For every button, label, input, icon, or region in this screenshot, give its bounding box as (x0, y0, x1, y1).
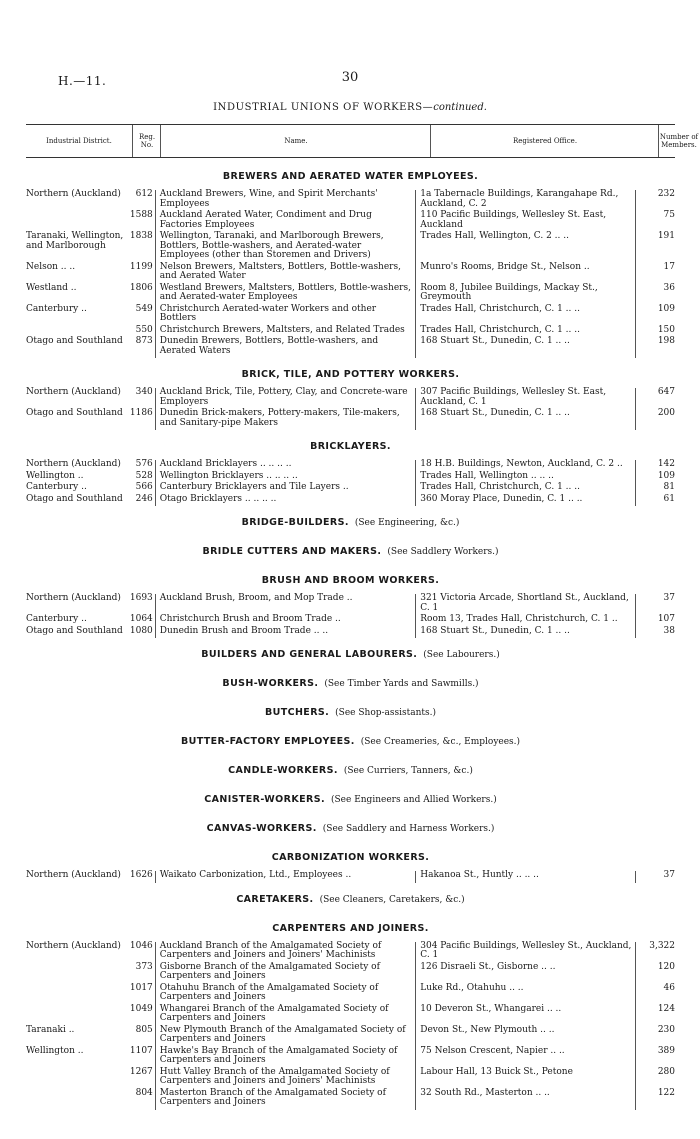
registered-office: Trades Hall, Wellington .. .. .. (416, 472, 636, 484)
section-heading (26, 754, 675, 783)
registration-number: 1049 (128, 1005, 156, 1026)
union-name: Waikato Carbonization, Ltd., Employees .. (156, 871, 416, 883)
registered-office: 110 Pacific Buildings, Wellesley St. East, Auckland (416, 211, 636, 232)
industrial-district (26, 1005, 128, 1026)
section-see-reference: (See Creameries, &c., Employees.) (360, 737, 521, 747)
union-name: Auckland Aerated Water, Condiment and Drug Factories Employees (156, 211, 416, 232)
union-name: Hawke's Bay Branch of the Amalgamated Society of Carpenters and Joiners (156, 1047, 416, 1068)
section-title: BRICKLAYERS. (310, 441, 391, 452)
registration-number: 612 (128, 190, 156, 211)
page-title-text: INDUSTRIAL UNIONS OF WORKERS— (213, 102, 434, 113)
member-count: 198 (657, 336, 675, 346)
column-header-members: Number of Members. (658, 125, 699, 157)
registered-office: Trades Hall, Christchurch, C. 1 .. .. (416, 483, 636, 495)
union-name: Auckland Brick, Tile, Pottery, Clay, and Concrete-ware Employers (156, 388, 416, 409)
member-count: 36 (663, 282, 675, 293)
member-count: 109 (657, 470, 675, 481)
table-row (26, 963, 675, 984)
table-row (26, 211, 675, 232)
section-title: CANDLE-WORKERS. (228, 765, 338, 776)
member-count: 107 (657, 614, 675, 624)
table-row (26, 1068, 675, 1089)
section-heading (26, 430, 675, 459)
section-title: CARBONIZATION WORKERS. (271, 852, 430, 863)
registered-office: 307 Pacific Buildings, Wellesley St. East, Auckland, C. 1 (416, 388, 636, 409)
section-rows (26, 189, 675, 358)
section-title: CARETAKERS. (236, 893, 314, 905)
table-row (26, 1005, 675, 1026)
union-name: Westland Brewers, Maltsters, Bottlers, Bottle-washers, and Aerated-water Employees (156, 284, 416, 305)
table-row (26, 483, 675, 495)
registration-number: 550 (128, 326, 156, 338)
union-name: Auckland Brewers, Wine, and Spirit Merchants' Employees (156, 190, 416, 211)
registration-number: 1107 (128, 1047, 156, 1068)
industrial-district: Taranaki, Wellington, and Marlborough (26, 231, 124, 251)
registered-office: 1a Tabernacle Buildings, Karangahape Rd., Auckland, C. 2 (416, 190, 636, 211)
industrial-district: Otago and Southland (26, 408, 123, 418)
table-row (26, 388, 675, 409)
union-name: Dunedin Brick-makers, Pottery-makers, Tile-makers, and Sanitary-pipe Makers (156, 409, 416, 430)
industrial-district (26, 1089, 128, 1110)
industrial-district: Wellington .. (26, 470, 84, 481)
document-reference: H.—11. (58, 74, 107, 88)
union-name: Auckland Brush, Broom, and Mop Trade .. (156, 594, 416, 615)
registration-number: 1626 (128, 871, 156, 883)
registration-number: 1838 (128, 232, 156, 263)
section-see-reference: (See Shop-assistants.) (335, 708, 437, 718)
registration-number: 805 (128, 1026, 156, 1047)
union-name: Auckland Branch of the Amalgamated Society of Carpenters and Joiners and Joiners' Machinists (156, 942, 416, 963)
table-row (26, 337, 675, 358)
registration-number: 1186 (128, 409, 156, 430)
section-see-reference: (See Cleaners, Caretakers, &c.) (319, 894, 465, 905)
registered-office: 168 Stuart St., Dunedin, C. 1 .. .. (416, 627, 636, 639)
registered-office: 360 Moray Place, Dunedin, C. 1 .. .. (416, 495, 636, 507)
table-row (26, 263, 675, 284)
industrial-district: Northern (Auckland) (26, 459, 121, 469)
union-name: Otahuhu Branch of the Amalgamated Society of Carpenters and Joiners (156, 984, 416, 1005)
section-heading (26, 696, 675, 725)
table-row (26, 942, 675, 963)
registration-number: 804 (128, 1089, 156, 1110)
member-count: 191 (657, 231, 675, 241)
registration-number: 1267 (128, 1068, 156, 1089)
table-row (26, 1047, 675, 1068)
union-name: New Plymouth Branch of the Amalgamated Society of Carpenters and Joiners (156, 1026, 416, 1047)
section-title: BRIDLE CUTTERS AND MAKERS. (202, 546, 382, 557)
industrial-district: Northern (Auckland) (26, 387, 121, 397)
member-count: 389 (657, 1045, 675, 1056)
member-count: 46 (663, 982, 675, 993)
member-count: 647 (657, 387, 675, 397)
industrial-district: Otago and Southland (26, 625, 123, 636)
section-title: BRIDGE-BUILDERS. (241, 517, 349, 528)
member-count: 124 (657, 1003, 675, 1014)
union-name: Christchurch Brush and Broom Trade .. (156, 615, 416, 627)
registered-office: Luke Rd., Otahuhu .. .. (416, 984, 636, 1005)
union-name: Nelson Brewers, Maltsters, Bottlers, Bottle-washers, and Aerated Water (156, 263, 416, 284)
member-count: 122 (657, 1087, 675, 1098)
registration-number: 340 (128, 388, 156, 409)
union-name: Christchurch Aerated-water Workers and other Bottlers (156, 305, 416, 326)
member-count: 38 (663, 625, 675, 636)
registered-office: 321 Victoria Arcade, Shortland St., Auckland, C. 1 (416, 594, 636, 615)
union-name: Wellington, Taranaki, and Marlborough Brewers, Bottlers, Bottle-washers, and Aerated-water Employees (other than Storemen and Drivers) (156, 232, 416, 263)
union-name: Dunedin Brush and Broom Trade .. .. (156, 627, 416, 639)
column-header-office: Registered Office. (430, 125, 659, 157)
industrial-district (26, 1068, 128, 1089)
registered-office: Room 13, Trades Hall, Christchurch, C. 1 .. (416, 615, 636, 627)
section-see-reference: (See Saddlery Workers.) (387, 547, 499, 557)
section-heading (26, 667, 675, 696)
registration-number: 1806 (128, 284, 156, 305)
registered-office: Labour Hall, 13 Buick St., Petone (416, 1068, 636, 1089)
section-see-reference: (See Curriers, Tanners, &c.) (343, 766, 473, 776)
registered-office: Munro's Rooms, Bridge St., Nelson .. (416, 263, 636, 284)
page-number: 30 (341, 70, 359, 85)
registration-number: 576 (128, 460, 156, 472)
member-count: 37 (663, 593, 675, 603)
union-name: Dunedin Brewers, Bottlers, Bottle-washers, and Aerated Waters (156, 337, 416, 358)
registration-number: 1017 (128, 984, 156, 1005)
section-heading (26, 725, 675, 754)
member-count: 37 (663, 870, 675, 880)
industrial-district: Westland .. (26, 282, 77, 293)
member-count: 142 (657, 459, 675, 469)
table-row (26, 615, 675, 627)
industrial-district (26, 984, 128, 1005)
member-count: 109 (657, 303, 675, 314)
registered-office: 168 Stuart St., Dunedin, C. 1 .. .. (416, 409, 636, 430)
registered-office: Hakanoa St., Huntly .. .. .. (416, 871, 636, 883)
section-heading (26, 841, 675, 870)
section-rows (26, 870, 675, 883)
member-count: 232 (657, 189, 675, 199)
section-heading (26, 912, 675, 941)
registration-number: 549 (128, 305, 156, 326)
section-heading (26, 812, 675, 841)
registration-number: 566 (128, 483, 156, 495)
table-column-headers (26, 124, 699, 158)
table-row (26, 190, 675, 211)
table-row (26, 284, 675, 305)
table-row (26, 232, 675, 263)
registered-office: 10 Deveron St., Whangarei .. .. (416, 1005, 636, 1026)
registration-number: 1046 (128, 942, 156, 963)
industrial-district: Canterbury .. (26, 614, 87, 624)
section-see-reference: (See Timber Yards and Sawmills.) (324, 679, 479, 689)
industrial-district: Taranaki .. (26, 1024, 75, 1035)
table-row (26, 409, 675, 430)
industrial-district: Wellington .. (26, 1045, 84, 1056)
industrial-district (26, 211, 128, 232)
table-row (26, 460, 675, 472)
column-header-district: Industrial District. (46, 137, 112, 145)
member-count: 17 (663, 261, 675, 272)
registration-number: 373 (128, 963, 156, 984)
section-title: BREWERS AND AERATED WATER EMPLOYEES. (222, 171, 479, 182)
union-name: Christchurch Brewers, Maltsters, and Related Trades (156, 326, 416, 338)
member-count: 120 (657, 961, 675, 972)
section-heading (26, 883, 675, 912)
registration-number: 246 (128, 495, 156, 507)
industrial-district: Nelson .. .. (26, 261, 76, 272)
registration-number: 1080 (128, 627, 156, 639)
registered-office: Trades Hall, Christchurch, C. 1 .. .. (416, 305, 636, 326)
section-rows (26, 387, 675, 430)
registration-number: 1693 (128, 594, 156, 615)
industrial-district: Canterbury .. (26, 303, 87, 314)
page-title-suffix: continued. (433, 102, 487, 113)
member-count: 3,322 (649, 940, 675, 951)
member-count: 150 (657, 324, 675, 335)
union-name: Auckland Bricklayers .. .. .. .. (156, 460, 416, 472)
section-title: BUSH-WORKERS. (222, 678, 319, 689)
section-title: BUILDERS AND GENERAL LABOURERS. (201, 649, 418, 660)
registered-office: 168 Stuart St., Dunedin, C. 1 .. .. (416, 337, 636, 358)
registered-office: 18 H.B. Buildings, Newton, Auckland, C. 2 .. (416, 460, 636, 472)
registration-number: 1588 (128, 211, 156, 232)
registered-office: Trades Hall, Wellington, C. 2 .. .. (416, 232, 636, 263)
section-rows (26, 593, 675, 638)
industrial-district: Northern (Auckland) (26, 940, 121, 951)
industrial-district: Northern (Auckland) (26, 189, 121, 199)
table-row (26, 984, 675, 1005)
union-name: Otago Bricklayers .. .. .. .. (156, 495, 416, 507)
table-row (26, 1089, 675, 1110)
section-see-reference: (See Labourers.) (423, 650, 500, 660)
registered-office: 75 Nelson Crescent, Napier .. .. (416, 1047, 636, 1068)
industrial-district: Canterbury .. (26, 482, 87, 492)
registered-office: 32 South Rd., Masterton .. .. (416, 1089, 636, 1110)
member-count: 280 (657, 1066, 675, 1077)
union-name: Wellington Bricklayers .. .. .. .. (156, 472, 416, 484)
section-heading (26, 783, 675, 812)
registered-office: Room 8, Jubilee Buildings, Mackay St., Greymouth (416, 284, 636, 305)
section-heading (26, 638, 675, 667)
registered-office: Devon St., New Plymouth .. .. (416, 1026, 636, 1047)
member-count: 230 (657, 1024, 675, 1035)
registration-number: 1064 (128, 615, 156, 627)
section-title: BRICK, TILE, AND POTTERY WORKERS. (241, 369, 460, 380)
member-count: 200 (657, 408, 675, 418)
section-heading (26, 160, 675, 189)
industrial-district: Northern (Auckland) (26, 870, 121, 880)
section-rows (26, 941, 675, 1110)
section-see-reference: (See Engineering, &c.) (354, 518, 460, 528)
industrial-district (26, 963, 128, 984)
registration-number: 873 (128, 337, 156, 358)
section-see-reference: (See Saddlery and Harness Workers.) (322, 824, 495, 834)
union-name: Masterton Branch of the Amalgamated Society of Carpenters and Joiners (156, 1089, 416, 1110)
member-count: 81 (663, 482, 675, 492)
industrial-district: Northern (Auckland) (26, 593, 121, 603)
section-title: BUTTER-FACTORY EMPLOYEES. (180, 736, 355, 747)
union-name: Hutt Valley Branch of the Amalgamated Society of Carpenters and Joiners and Joiners' Machinists (156, 1068, 416, 1089)
section-title: BUTCHERS. (264, 707, 330, 718)
section-title: CANVAS-WORKERS. (206, 823, 317, 834)
section-title: BRUSH AND BROOM WORKERS. (261, 575, 440, 586)
column-header-name: Name. (160, 125, 431, 157)
union-name: Whangarei Branch of the Amalgamated Society of Carpenters and Joiners (156, 1005, 416, 1026)
section-heading (26, 506, 675, 535)
registered-office: 304 Pacific Buildings, Wellesley St., Auckland, C. 1 (416, 942, 636, 963)
section-rows (26, 459, 675, 506)
table-row (26, 495, 675, 507)
registered-office: 126 Disraeli St., Gisborne .. .. (416, 963, 636, 984)
member-count: 61 (663, 493, 675, 504)
section-heading (26, 535, 675, 564)
table-row (26, 871, 675, 883)
table-row (26, 1026, 675, 1047)
industrial-district: Otago and Southland (26, 336, 123, 346)
page-title (0, 102, 700, 113)
section-heading (26, 564, 675, 593)
union-name: Canterbury Bricklayers and Tile Layers .. (156, 483, 416, 495)
column-header-reg-no: Reg. No. (132, 125, 161, 157)
section-title: CANISTER-WORKERS. (204, 794, 325, 805)
table-row (26, 305, 675, 326)
section-see-reference: (See Engineers and Allied Workers.) (331, 795, 497, 805)
member-count: 75 (663, 210, 675, 220)
table-row (26, 627, 675, 639)
registration-number: 528 (128, 472, 156, 484)
industrial-district: Otago and Southland (26, 493, 123, 504)
registration-number: 1199 (128, 263, 156, 284)
section-heading (26, 358, 675, 387)
union-name: Gisborne Branch of the Amalgamated Society of Carpenters and Joiners (156, 963, 416, 984)
table-row (26, 594, 675, 615)
unions-table (26, 160, 675, 1110)
registered-office: Trades Hall, Christchurch, C. 1 .. .. (416, 326, 636, 338)
section-title: CARPENTERS AND JOINERS. (272, 922, 429, 934)
